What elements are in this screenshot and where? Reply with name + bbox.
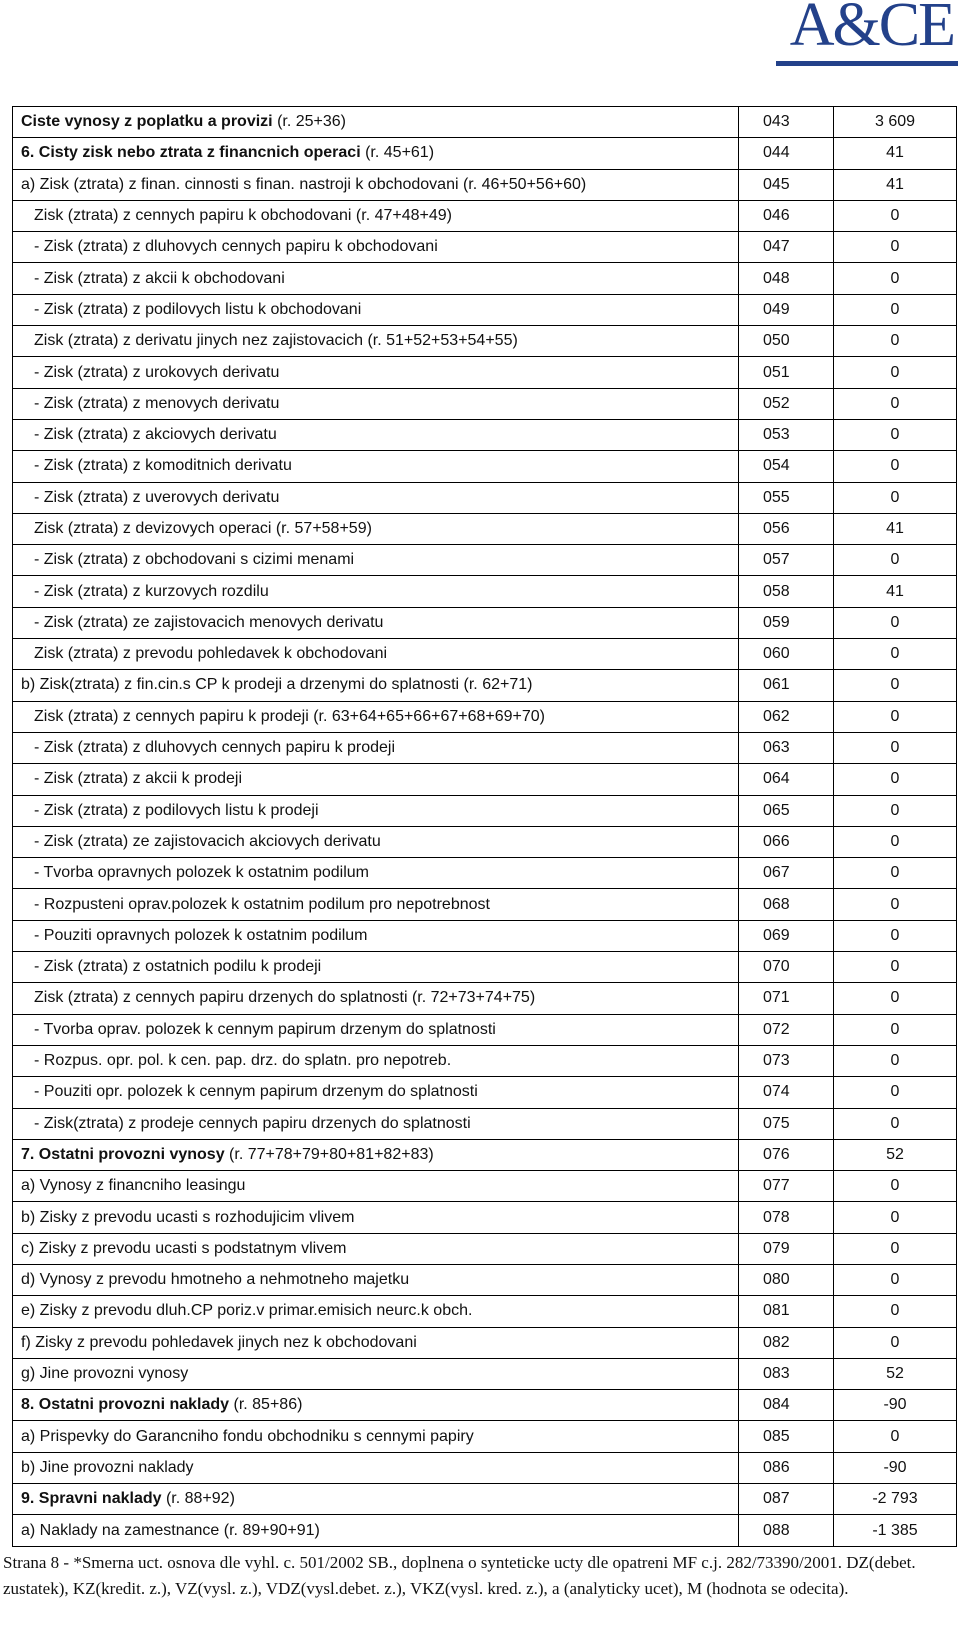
table-row — [13, 1264, 957, 1295]
row-code: 058 — [739, 576, 834, 607]
row-label-text: (r. 25+36) — [272, 113, 346, 131]
row-label-text: a) Prispevky do Garancniho fondu obchodniku s cennymi papiry — [21, 1427, 474, 1445]
row-code: 080 — [739, 1264, 834, 1295]
row-label — [13, 732, 739, 763]
row-label — [13, 576, 739, 607]
row-label-text: b) Jine provozni naklady — [21, 1458, 194, 1476]
row-label — [13, 1171, 739, 1202]
row-value: 41 — [834, 513, 957, 544]
row-code: 063 — [739, 732, 834, 763]
row-value: 0 — [834, 639, 957, 670]
row-value: 0 — [834, 952, 957, 983]
row-code: 055 — [739, 482, 834, 513]
row-label — [13, 1264, 739, 1295]
row-label — [13, 263, 739, 294]
row-value: 0 — [834, 1296, 957, 1327]
row-label-text: - Zisk (ztrata) z uverovych derivatu — [34, 488, 280, 506]
row-code: 066 — [739, 826, 834, 857]
row-label — [13, 795, 739, 826]
table-row — [13, 482, 957, 513]
row-value: 0 — [834, 232, 957, 263]
row-value: 0 — [834, 1264, 957, 1295]
row-label — [13, 701, 739, 732]
row-label-text: f) Zisky z prevodu pohledavek jinych nez k obchodovani — [21, 1333, 417, 1351]
row-value: 52 — [834, 1139, 957, 1170]
row-label-text: (r. 85+86) — [229, 1396, 303, 1414]
table-row — [13, 232, 957, 263]
logo-lettering: A&CE — [789, 0, 954, 59]
table-row — [13, 1452, 957, 1483]
row-code: 061 — [739, 670, 834, 701]
table-row — [13, 263, 957, 294]
row-code: 075 — [739, 1108, 834, 1139]
row-label-bold: 9. Spravni naklady — [21, 1490, 162, 1508]
row-label-text: Zisk (ztrata) z cennych papiru k obchodovani (r. 47+48+49) — [34, 207, 452, 225]
row-label-text: Zisk (ztrata) z devizovych operaci (r. 57+58+59) — [34, 520, 372, 537]
row-label-bold: 8. Ostatni provozni naklady — [21, 1396, 230, 1414]
row-label — [13, 1233, 739, 1264]
table-row — [13, 326, 957, 357]
row-value: 0 — [834, 200, 957, 231]
row-value: 0 — [834, 858, 957, 889]
row-label — [13, 639, 739, 670]
table-row — [13, 607, 957, 638]
row-label-text: Zisk (ztrata) z cennych papiru k prodeji (r. 63+64+65+66+67+68+69+70) — [34, 707, 545, 725]
row-value: 0 — [834, 482, 957, 513]
table-row — [13, 826, 957, 857]
table-row — [13, 732, 957, 763]
row-label-text: - Zisk (ztrata) z urokovych derivatu — [34, 363, 280, 381]
row-value: 0 — [834, 701, 957, 732]
row-label — [13, 1421, 739, 1452]
table-row — [13, 388, 957, 419]
row-value: 0 — [834, 1202, 957, 1233]
row-label-text: - Pouziti opr. polozek k cennym papirum drzenym do splatnosti — [34, 1083, 478, 1101]
row-label — [13, 200, 739, 231]
row-label — [13, 1452, 739, 1483]
row-label-text: b) Zisky z prevodu ucasti s rozhodujicim vlivem — [21, 1208, 355, 1226]
row-label — [13, 169, 739, 200]
row-code: 046 — [739, 200, 834, 231]
row-code: 045 — [739, 169, 834, 200]
row-label — [13, 952, 739, 983]
row-value: 0 — [834, 920, 957, 951]
table-row — [13, 952, 957, 983]
table-row — [13, 1171, 957, 1202]
row-value: 0 — [834, 545, 957, 576]
row-label-text: Zisk (ztrata) z cennych papiru drzenych do splatnosti (r. 72+73+74+75) — [34, 989, 536, 1007]
row-label — [13, 1139, 739, 1170]
row-label-text: (r. 77+78+79+80+81+82+83) — [224, 1145, 434, 1163]
row-label — [13, 826, 739, 857]
table-row — [13, 576, 957, 607]
row-value: 0 — [834, 1045, 957, 1076]
row-code: 047 — [739, 232, 834, 263]
row-value: 3 609 — [834, 107, 957, 138]
row-label-text: - Rozpus. opr. pol. k cen. pap. drz. do splatn. pro nepotreb. — [34, 1052, 452, 1070]
row-label — [13, 1327, 739, 1358]
row-code: 073 — [739, 1045, 834, 1076]
row-label — [13, 607, 739, 638]
row-code: 079 — [739, 1233, 834, 1264]
row-label — [13, 1390, 739, 1421]
row-value: 0 — [834, 826, 957, 857]
row-label-text: Zisk (ztrata) z derivatu jinych nez zajistovacich (r. 51+52+53+54+55) — [34, 332, 518, 350]
row-value: 52 — [834, 1358, 957, 1389]
row-value: 0 — [834, 294, 957, 325]
row-code: 088 — [739, 1515, 834, 1546]
row-value: 0 — [834, 451, 957, 482]
row-label-text: - Zisk (ztrata) z kurzovych rozdilu — [34, 582, 269, 600]
row-value: 41 — [834, 576, 957, 607]
row-code: 056 — [739, 513, 834, 544]
row-value: 0 — [834, 889, 957, 920]
row-code: 053 — [739, 419, 834, 450]
table-row — [13, 200, 957, 231]
row-value: 0 — [834, 326, 957, 357]
row-label-text: - Pouziti opravnych polozek k ostatnim podilum — [34, 926, 368, 944]
row-value: 0 — [834, 795, 957, 826]
row-code: 082 — [739, 1327, 834, 1358]
table-row — [13, 357, 957, 388]
row-code: 077 — [739, 1171, 834, 1202]
row-code: 054 — [739, 451, 834, 482]
row-label — [13, 858, 739, 889]
table-row — [13, 169, 957, 200]
row-label-text: - Tvorba opravnych polozek k ostatnim podilum — [34, 864, 369, 882]
table-row — [13, 1014, 957, 1045]
row-label — [13, 1202, 739, 1233]
table-row — [13, 701, 957, 732]
row-label-text: - Zisk(ztrata) z prodeje cennych papiru drzenych do splatnosti — [34, 1114, 471, 1132]
row-code: 057 — [739, 545, 834, 576]
row-code: 071 — [739, 983, 834, 1014]
logo-underline — [776, 61, 958, 66]
table-row — [13, 294, 957, 325]
row-code: 062 — [739, 701, 834, 732]
row-code: 052 — [739, 388, 834, 419]
row-label — [13, 1296, 739, 1327]
statement-rows — [13, 107, 957, 1547]
row-code: 059 — [739, 607, 834, 638]
row-label-text: b) Zisk(ztrata) z fin.cin.s CP k prodeji a drzenymi do splatnosti (r. 62+71) — [21, 676, 533, 694]
row-label-bold: Ciste vynosy z poplatku a provizi — [21, 113, 273, 131]
table-row — [13, 795, 957, 826]
row-code: 043 — [739, 107, 834, 138]
row-label-text: (r. 88+92) — [161, 1490, 235, 1508]
row-label — [13, 920, 739, 951]
row-value: 0 — [834, 263, 957, 294]
row-label-text: - Zisk (ztrata) z komoditnich derivatu — [34, 457, 292, 475]
row-value: 0 — [834, 764, 957, 795]
row-label-text: - Zisk (ztrata) z akciovych derivatu — [34, 426, 277, 444]
row-label — [13, 107, 739, 138]
row-code: 083 — [739, 1358, 834, 1389]
row-code: 048 — [739, 263, 834, 294]
row-code: 068 — [739, 889, 834, 920]
row-label-text: - Rozpusteni oprav.polozek k ostatnim podilum pro nepotrebnost — [34, 895, 490, 913]
table-row — [13, 764, 957, 795]
row-value: -90 — [834, 1390, 957, 1421]
row-code: 049 — [739, 294, 834, 325]
row-value: 0 — [834, 1327, 957, 1358]
row-label — [13, 983, 739, 1014]
row-label-text: - Zisk (ztrata) z obchodovani s cizimi menami — [34, 551, 355, 569]
row-label-bold: 7. Ostatni provozni vynosy — [21, 1145, 225, 1163]
row-label-text: c) Zisky z prevodu ucasti s podstatnym vlivem — [21, 1239, 347, 1257]
row-label-text: - Zisk (ztrata) z akcii k prodeji — [34, 770, 243, 788]
page-footer-note: Strana 8 - *Smerna uct. osnova dle vyhl. c. 501/2002 SB., doplnena o synteticke ucty dle opatreni MF c.j. 282/73390/2001. DZ(debet. zustatek), KZ(kredit. z.), VZ(vysl. z.), VDZ(vysl.debet. z.), VKZ(vysl. kred. z.), a (analyticky ucet), M (hodnota se odecita). — [3, 1553, 916, 1598]
row-label — [13, 513, 739, 544]
table-row — [13, 513, 957, 544]
company-logo — [770, 0, 960, 74]
row-code: 051 — [739, 357, 834, 388]
row-code: 050 — [739, 326, 834, 357]
row-code: 065 — [739, 795, 834, 826]
table-row — [13, 1358, 957, 1389]
row-code: 084 — [739, 1390, 834, 1421]
row-label-text: (r. 45+61) — [360, 144, 435, 162]
row-code: 076 — [739, 1139, 834, 1170]
row-label — [13, 1358, 739, 1389]
row-value: 41 — [834, 169, 957, 200]
row-code: 086 — [739, 1452, 834, 1483]
row-value: 0 — [834, 670, 957, 701]
row-value: 0 — [834, 732, 957, 763]
income-statement-table — [12, 106, 957, 1547]
row-label — [13, 1077, 739, 1108]
row-label — [13, 1108, 739, 1139]
row-value: 0 — [834, 1077, 957, 1108]
row-value: 0 — [834, 1421, 957, 1452]
row-label-text: g) Jine provozni vynosy — [21, 1365, 189, 1383]
table-row — [13, 1515, 957, 1546]
row-label — [13, 545, 739, 576]
row-label — [13, 1515, 739, 1546]
table-row — [13, 1390, 957, 1421]
row-label-text: d) Vynosy z prevodu hmotneho a nehmotneho majetku — [21, 1271, 410, 1289]
row-value: 0 — [834, 607, 957, 638]
table-row — [13, 1233, 957, 1264]
table-row — [13, 451, 957, 482]
table-row — [13, 1327, 957, 1358]
row-label — [13, 1014, 739, 1045]
table-row — [13, 545, 957, 576]
row-value: 41 — [834, 138, 957, 169]
table-row — [13, 639, 957, 670]
table-row — [13, 1139, 957, 1170]
row-code: 087 — [739, 1484, 834, 1515]
row-label-text: - Zisk (ztrata) z menovych derivatu — [34, 394, 280, 412]
row-label — [13, 1484, 739, 1515]
row-value: 0 — [834, 1171, 957, 1202]
table-row — [13, 920, 957, 951]
row-code: 074 — [739, 1077, 834, 1108]
row-label-text: a) Naklady na zamestnance (r. 89+90+91) — [21, 1521, 320, 1539]
table-row — [13, 138, 957, 169]
row-code: 064 — [739, 764, 834, 795]
table-row — [13, 1202, 957, 1233]
table-row — [13, 1045, 957, 1076]
row-label-text: - Zisk (ztrata) z akcii k obchodovani — [34, 269, 285, 287]
row-code: 072 — [739, 1014, 834, 1045]
row-label — [13, 232, 739, 263]
row-label-bold: 6. Cisty zisk nebo ztrata z financnich operaci — [21, 144, 361, 162]
row-label-text: a) Zisk (ztrata) z finan. cinnosti s finan. nastroji k obchodovani (r. 46+50+56+60) — [21, 175, 587, 193]
row-label — [13, 482, 739, 513]
row-label — [13, 294, 739, 325]
row-label — [13, 1045, 739, 1076]
row-label-text: e) Zisky z prevodu dluh.CP poriz.v primar.emisich neurc.k obch. — [21, 1302, 473, 1320]
row-label-text: - Zisk (ztrata) ze zajistovacich akciovych derivatu — [34, 832, 381, 850]
row-label-text: - Zisk (ztrata) z dluhovych cennych papiru k prodeji — [34, 739, 396, 757]
row-value: -1 385 — [834, 1515, 957, 1546]
row-code: 067 — [739, 858, 834, 889]
row-value: -90 — [834, 1452, 957, 1483]
row-label — [13, 138, 739, 169]
row-value: 0 — [834, 1014, 957, 1045]
row-code: 070 — [739, 952, 834, 983]
table-row — [13, 1421, 957, 1452]
row-label — [13, 764, 739, 795]
row-label — [13, 451, 739, 482]
table-row — [13, 1296, 957, 1327]
row-value: 0 — [834, 1233, 957, 1264]
row-label-text: - Zisk (ztrata) ze zajistovacich menovych derivatu — [34, 613, 384, 631]
row-label — [13, 889, 739, 920]
row-value: 0 — [834, 357, 957, 388]
row-code: 044 — [739, 138, 834, 169]
row-value: 0 — [834, 419, 957, 450]
row-label-text: - Zisk (ztrata) z podilovych listu k prodeji — [34, 801, 319, 819]
row-label-text: - Zisk (ztrata) z podilovych listu k obchodovani — [34, 300, 362, 318]
row-label — [13, 419, 739, 450]
row-value: 0 — [834, 983, 957, 1014]
table-row — [13, 1484, 957, 1515]
row-value: 0 — [834, 1108, 957, 1139]
row-label — [13, 357, 739, 388]
table-row — [13, 107, 957, 138]
table-row — [13, 889, 957, 920]
row-code: 081 — [739, 1296, 834, 1327]
table-row — [13, 419, 957, 450]
row-label — [13, 326, 739, 357]
table-row — [13, 670, 957, 701]
row-label-text: Zisk (ztrata) z prevodu pohledavek k obchodovani — [34, 645, 388, 663]
row-label-text: - Zisk (ztrata) z dluhovych cennych papiru k obchodovani — [34, 238, 438, 256]
row-label-text: - Zisk (ztrata) z ostatnich podilu k prodeji — [34, 958, 322, 976]
row-value: -2 793 — [834, 1484, 957, 1515]
row-code: 085 — [739, 1421, 834, 1452]
row-value: 0 — [834, 388, 957, 419]
row-code: 060 — [739, 639, 834, 670]
row-label — [13, 388, 739, 419]
row-code: 078 — [739, 1202, 834, 1233]
table-row — [13, 1108, 957, 1139]
table-row — [13, 983, 957, 1014]
table-row — [13, 1077, 957, 1108]
row-label-text: a) Vynosy z financniho leasingu — [21, 1177, 246, 1195]
row-label — [13, 670, 739, 701]
row-code: 069 — [739, 920, 834, 951]
row-label-text: - Tvorba oprav. polozek k cennym papirum drzenym do splatnosti — [34, 1020, 496, 1038]
table-row — [13, 858, 957, 889]
